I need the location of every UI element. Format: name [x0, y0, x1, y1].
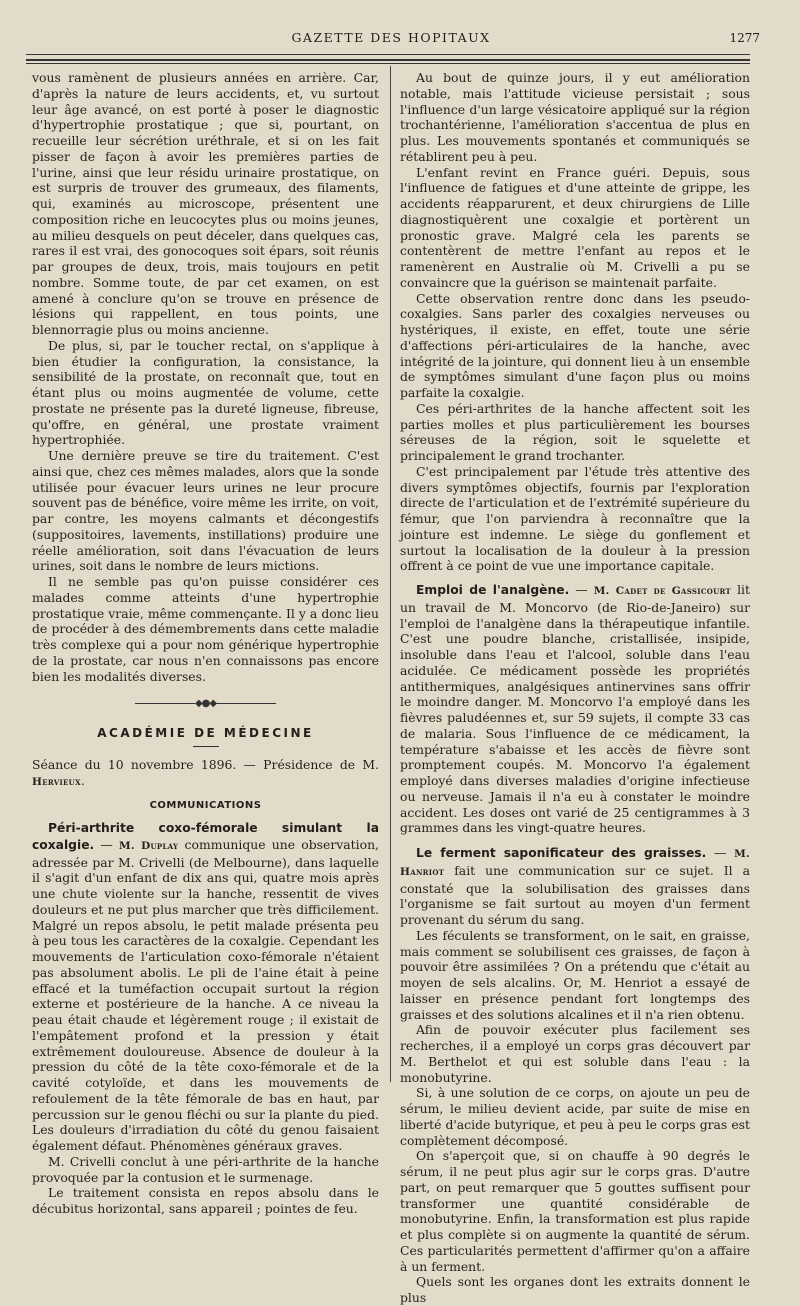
paragraph: Quels sont les organes dont les extraits donnent le plus	[400, 1274, 750, 1305]
seance-president: Hervieux	[32, 775, 81, 788]
dash: —	[94, 836, 119, 852]
left-column	[32, 70, 379, 1217]
communication-title: Péri-arthrite coxo-fémorale simulant la coxalgie.	[32, 821, 379, 852]
seance-line	[32, 757, 379, 791]
dash: —	[569, 582, 594, 597]
paragraph: C'est principalement par l'étude très attentive des divers symptômes objectifs, fournis par l'exploration directe de l'articulation et de l'extrémité supérieure du fémur, que l'on parviendra à reconnaître que la jointure est indemne. Le siège du gonflement et surtout la localisation de la douleur à la pression offrent à ce point de vue une importance capitale.	[400, 463, 750, 574]
paragraph: Les féculents se transforment, on le sait, en graisse, mais comment se solubilisent ces graisses, de façon à pouvoir être assimilées ? On a prétendu que c'était au moyen de sels alcalins. Or, M. Henriot a essayé de laisser en présence pendant fort longtemps des graisses et des solutions alcalines et il n'a rien obtenu.	[400, 927, 750, 1022]
paragraph: M. Crivelli conclut à une péri-arthrite de la hanche provoquée par la contusion et le surmenage.	[32, 1153, 379, 1185]
paragraph: Afin de pouvoir exécuter plus facilement ses recherches, il a employé un corps gras découvert par M. Berthelot et qui est soluble dans l'eau : la monobutyrine.	[400, 1022, 750, 1085]
paragraph: Une dernière preuve se tire du traitement. C'est ainsi que, chez ces mêmes malades, alors que la sonde utilisée pour évacuer leurs urines ne leur procure souvent pas de bénéfice, voire même les irrite, on voit, par contre, les moyens calmants et décongestifs (suppositoires, lavements, instillations) produire une réelle amélioration, soit dans l'évacuation de leurs urines, soit dans le nombre de leurs mictions.	[32, 448, 379, 574]
seance-prefix: Séance du 10 novembre 1896. — Présidence de M.	[32, 756, 379, 772]
ferment-author: M. Hanriot	[400, 848, 750, 878]
communication-paragraph	[32, 820, 379, 1154]
journal-title: GAZETTE DES HOPITAUX	[291, 30, 491, 45]
communication-author: M. Duplay	[119, 839, 179, 852]
analgene-body: lit un travail de M. Moncorvo (de Rio-de-Janeiro) sur l'emploi de l'analgène dans la thérapeutique infantile. C'est une poudre blanche, cristallisée, insipide, insoluble dans l'eau et l'alcool, soluble dans l'eau acidulée. Ce médicament possède les propriétés antithermiques, analgésiques antinervines sans offrir le moindre danger. M. Moncorvo l'a employé dans les fièvres paludéennes et, sur 59 sujets, il compte 33 cas de malaria. Sous l'influence de ce médicament, la température s'abaisse et les accès de fièvre sont promptement coupés. M. Moncorvo l'a également employé dans diverses maladies d'origine infectieuse ou nerveuse. Jamais il n'a eu à constater le moindre accident. Les doses ont varié de 25 centigrammes à 3 grammes dans les vingt-quatre heures.	[400, 582, 750, 836]
paragraph: L'enfant revint en France guéri. Depuis, sous l'influence de fatigues et d'une atteinte de grippe, les accidents réapparurent, et deux chirurgiens de Lille diagnostiquèrent une coxalgie et portèrent un pronostic grave. Malgré cela les parents se contentèrent de mettre l'enfant au repos et le ramenèrent en Australie où M. Crivelli a pu se convaincre que la guérison se maintenait parfaite.	[400, 164, 750, 290]
right-column	[400, 70, 750, 1306]
subsection-title: COMMUNICATIONS	[149, 800, 262, 812]
section-ornament: ◆●◆	[32, 696, 379, 712]
header-rule-bottom	[26, 63, 750, 64]
analgene-paragraph	[400, 582, 750, 836]
paragraph: Au bout de quinze jours, il y eut amélioration notable, mais l'attitude vicieuse persistait ; sous l'influence d'un large vésicatoire appliqué sur la région trochantérienne, l'amélioration s'accentua de plus en plus. Les mouvements spontanés et communiqués se rétablirent peu à peu.	[400, 70, 750, 164]
dash: —	[706, 845, 735, 860]
header-rule-middle	[26, 59, 750, 61]
ferment-paragraph	[400, 845, 750, 928]
column-divider	[390, 66, 391, 1082]
paragraph: On s'aperçoit que, si on chauffe à 90 degrés le sérum, il ne peut plus agir sur le corps gras. D'autre part, on peut remarquer que 5 gouttes suffisent pour transformer une quantité considérable de monobutyrine. Enfin, la transformation est plus rapide et plus complète si on augmente la quantité de sérum. Ces particularités permettent d'affirmer qu'on a affaire à un ferment.	[400, 1148, 750, 1274]
analgene-author: M. Cadet de Gassicourt	[593, 585, 732, 597]
section-title: ACADÉMIE DE MÉDECINE	[97, 726, 314, 740]
paragraph: Si, à une solution de ce corps, on ajoute un peu de sérum, le milieu devient acide, par suite de mise en liberté d'acide butyrique, et peu à peu le corps gras est complètement décomposé.	[400, 1085, 750, 1148]
paragraph: vous ramènent de plusieurs années en arrière. Car, d'après la nature de leurs accidents, et, vu surtout leur âge avancé, on est porté à poser le diagnostic d'hypertrophie prostatique ; que si, pourtant, on recueille leur sécrétion uréthrale, et si on les fait pisser de façon à avoir les premières parties de l'urine, ainsi que leur résidu urinaire prostatique, on est surpris de trouver des grumeaux, des filaments, qui, examinés au microscope, présentent une composition riche en leucocytes plus ou moins jeunes, au milieu desquels on peut déceler, dans quelques cas, rares il est vrai, des gonocoques soit épars, soit réunis par groupes de deux, trois, mais toujours en petit nombre. Somme toute, de par cet examen, on est amené à conclure qu'on se trouve en présence de lésions qui rappellent, en tous points, une blennorragie plus ou moins ancienne.	[32, 70, 379, 337]
seance-suffix: .	[80, 772, 85, 788]
analgene-title: Emploi de l'analgène.	[416, 583, 570, 597]
ferment-body: fait une communication sur ce sujet. Il a constaté que la solubilisation des graisses dans l'organisme se fait surtout au moyen d'un ferment provenant du sérum du sang.	[400, 862, 750, 927]
ferment-title: Le ferment saponificateur des graisses.	[416, 846, 707, 860]
paragraph: De plus, si, par le toucher rectal, on s'applique à bien étudier la configuration, la consistance, la sensibilité de la prostate, on reconnaît que, tout en étant plus ou moins augmentée de volume, cette prostate ne présente pas la dureté ligneuse, fibreuse, qu'offre, en général, une prostate vraiment hypertrophiée.	[32, 337, 379, 448]
paragraph: Il ne semble pas qu'on puisse considérer ces malades comme atteints d'une hypertrophie prostatique vraie, même commençante. Il y a donc lieu de procéder à des démembrements dans cette maladie très complexe qui a pour nom générique hypertrophie de la prostate, car nous n'en connaissons pas encore bien les modalités diverses.	[32, 574, 379, 684]
communication-body: communique une observation, adressée par M. Crivelli (de Melbourne), dans laquelle il s'agit d'un enfant de dix ans qui, quatre mois après une chute violente sur la hanche, ressentit de vives douleurs et ne put plus marcher que très difficilement. Malgré un repos absolu, le petit malade présenta peu à peu tous les caractères de la coxalgie. Cependant les mouvements de l'articulation coxo-fémorale n'étaient pas absolument abolis. Le pli de l'aine était à peine effacé et la tuméfaction occupait surtout la région externe et postérieure de la hanche. A ce niveau la peau était chaude et légèrement rouge ; il existait de l'empâtement profond et la pression y était extrêmement douloureuse. Absence de douleur à la pression du côté de la tête coxo-fémorale et de la cavité cotyloïde, et dans les mouvements de refoulement de la tête fémorale de bas en haut, par percussion sur le genou fléchi ou sur la plante du pied. Les douleurs d'irradiation du côté du genou faisaient également défaut. Phénomènes généraux graves.	[32, 836, 379, 1153]
section-title-rule	[193, 746, 219, 747]
header-rule-top	[26, 54, 750, 55]
paragraph: Ces péri-arthrites de la hanche affectent soit les parties molles et plus particulièrement les bourses séreuses de la région, soit le squelette et principalement le grand trochanter.	[400, 400, 750, 463]
paragraph: Le traitement consista en repos absolu dans le décubitus horizontal, sans appareil ; pointes de feu.	[32, 1185, 379, 1216]
page-number: 1277	[729, 31, 760, 45]
paragraph: Cette observation rentre donc dans les pseudo-coxalgies. Sans parler des coxalgies nerveuses ou hystériques, il existe, en effet, toute une série d'affections péri-articulaires de la hanche, avec intégrité de la jointure, qui donnent lieu à un ensemble de symptômes simulant d'une façon plus ou moins parfaite la coxalgie.	[400, 290, 750, 400]
page-header	[26, 30, 760, 50]
